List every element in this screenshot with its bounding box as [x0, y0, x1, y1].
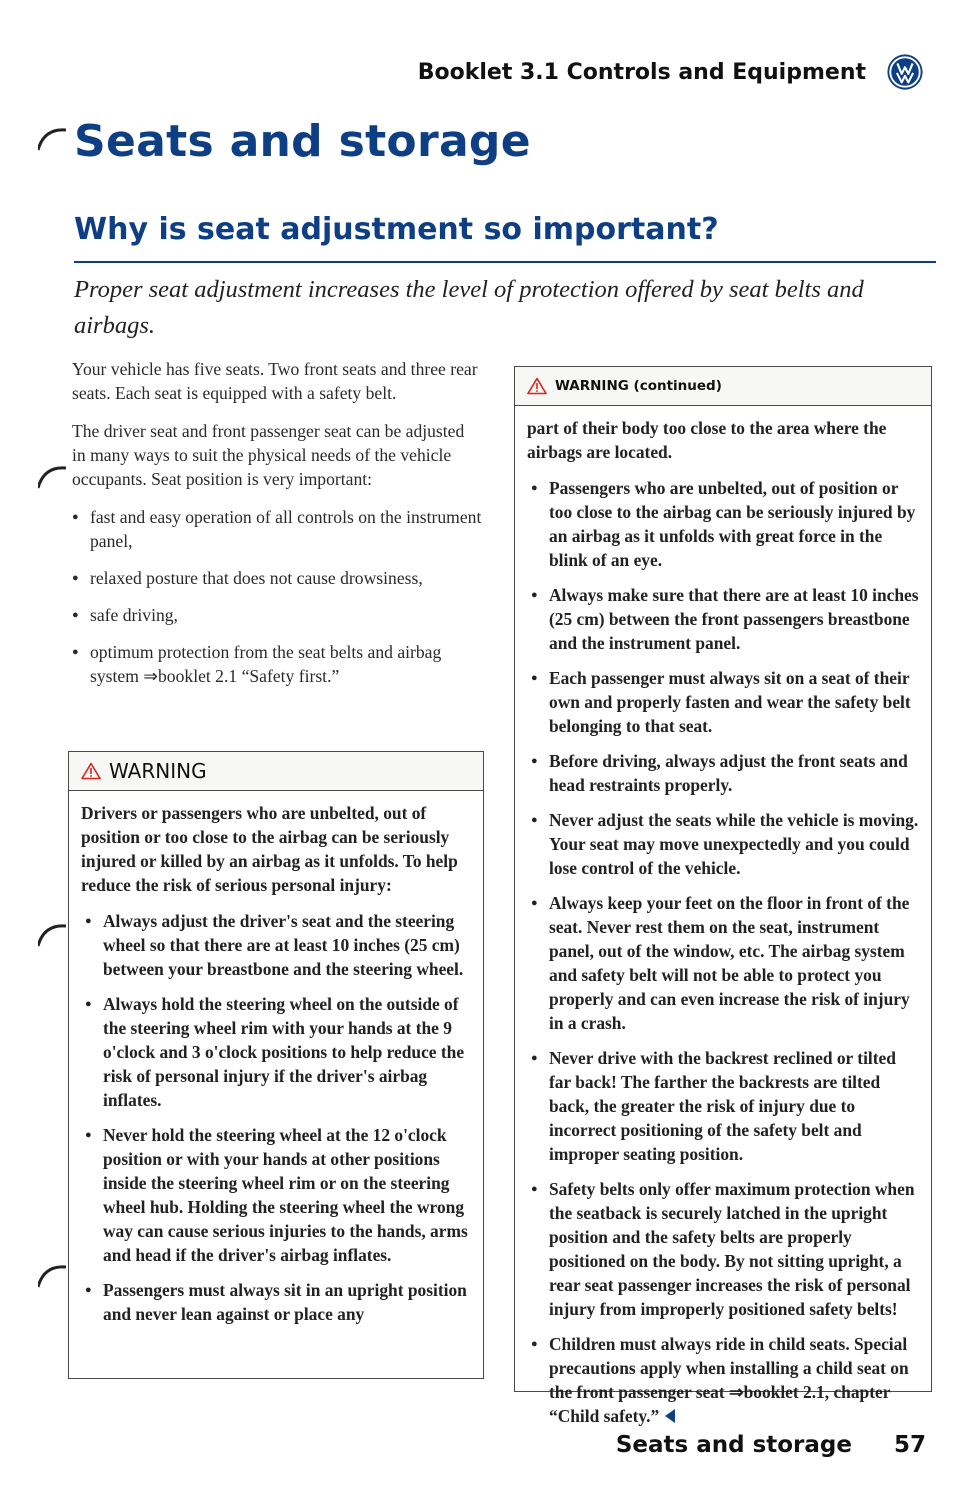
warning-header	[69, 752, 483, 791]
warning-item: ● Never adjust the seats while the vehicle is moving. Your seat may move unexpectedly and you could lose control of the vehicle.	[527, 808, 919, 880]
warning-item-text: Children must always ride in child seats. Special precautions apply when installing a child seat on the front passenger seat ⇒booklet 2.1, chapter “Child safety.”	[549, 1334, 909, 1426]
importance-list	[72, 505, 482, 688]
list-item: ● safe driving,	[72, 603, 482, 627]
vw-logo-icon	[886, 53, 924, 91]
body-paragraph: Your vehicle has five seats. Two front seats and three rear seats. Each seat is equipped with a safety belt.	[72, 359, 478, 403]
warning-body	[515, 406, 931, 1428]
warning-item: ● Passengers must always sit in an upright position and never lean against or place any	[81, 1278, 471, 1326]
page-title: Seats and storage	[74, 116, 531, 167]
page-number: 57	[893, 1432, 926, 1458]
lead-paragraph: Proper seat adjustment increases the level of protection offered by seat belts and airbags.	[74, 276, 864, 339]
section-end-icon	[665, 1409, 675, 1423]
warning-item: ● Safety belts only offer maximum protection when the seatback is securely latched in the upright position and the safety belts are properly positioned on the body. By not sitting upright, a rear seat passenger increases the risk of personal injury from improperly positioned safety belts!	[527, 1177, 919, 1321]
warning-intro: Drivers or passengers who are unbelted, out of position or too close to the airbag can be seriously injured or killed by an airbag as it unfolds. To help reduce the risk of serious personal injury:	[81, 803, 458, 895]
warning-box	[68, 751, 484, 1379]
booklet-title: Booklet 3.1 Controls and Equipment	[417, 59, 866, 85]
warning-item: ● Always hold the steering wheel on the outside of the steering wheel rim with your hands at the 9 o'clock and 3 o'clock positions to help reduce the risk of personal injury if the driver's airbag inflates.	[81, 992, 471, 1112]
warning-triangle-icon	[81, 762, 101, 780]
corner-mark-icon	[38, 128, 66, 152]
warning-box-continued	[514, 366, 932, 1426]
warning-title: WARNING (continued)	[555, 378, 722, 394]
warning-item: ● Always adjust the driver's seat and the steering wheel so that there are at least 10 inches (25 cm) between your breastbone and the steering wheel.	[81, 909, 471, 981]
warning-item: ● Always keep your feet on the floor in front of the seat. Never rest them on the seat, instrument panel, out of the window, etc. The airbag system and safety belt will not be able to protect you properly and can even increase the risk of injury in a crash.	[527, 891, 919, 1035]
warning-triangle-icon	[527, 377, 547, 395]
page-header	[418, 52, 924, 92]
page-footer	[616, 1432, 926, 1458]
list-item: ● fast and easy operation of all controls on the instrument panel,	[72, 505, 482, 553]
warning-item: ● Passengers who are unbelted, out of position or too close to the airbag can be seriously injured by an airbag as it unfolds with great force in the blink of an eye.	[527, 476, 919, 572]
corner-mark-icon	[38, 924, 66, 948]
heading-rule	[74, 261, 936, 263]
warning-item: ● Never hold the steering wheel at the 12 o'clock position or with your hands at other positions inside the steering wheel rim or on the steering wheel hub. Holding the steering wheel the wrong way can cause serious injuries to the hands, arms and head if the driver's airbag inflates.	[81, 1123, 471, 1267]
warning-body	[69, 791, 483, 1326]
footer-section-title: Seats and storage	[615, 1432, 852, 1458]
warning-header	[515, 367, 931, 406]
warning-item: ● Never drive with the backrest reclined or tilted far back! The farther the backrests are tilted back, the greater the risk of injury due to incorrect positioning of the safety belt and improper seating position.	[527, 1046, 919, 1166]
warning-intro: part of their body too close to the area where the airbags are located.	[527, 418, 887, 462]
list-item: ● relaxed posture that does not cause drowsiness,	[72, 566, 482, 590]
body-paragraph: The driver seat and front passenger seat can be adjusted in many ways to suit the physical needs of the vehicle occupants. Seat position is very important:	[72, 421, 465, 489]
warning-item: ● Before driving, always adjust the front seats and head restraints properly.	[527, 749, 919, 797]
list-item: ● optimum protection from the seat belts and airbag system ⇒booklet 2.1 “Safety first.”	[72, 640, 482, 688]
left-column	[72, 357, 482, 701]
warning-list	[527, 476, 919, 1428]
section-heading: Why is seat adjustment so important?	[74, 212, 719, 247]
warning-item: ● Each passenger must always sit on a seat of their own and properly fasten and wear the safety belt belonging to that seat.	[527, 666, 919, 738]
corner-mark-icon	[38, 1265, 66, 1289]
corner-mark-icon	[38, 466, 66, 490]
warning-title: WARNING	[109, 759, 207, 783]
warning-item: ● Always make sure that there are at least 10 inches (25 cm) between the front passengers breastbone and the instrument panel.	[527, 583, 919, 655]
warning-item	[527, 1332, 919, 1428]
warning-list	[81, 909, 471, 1326]
